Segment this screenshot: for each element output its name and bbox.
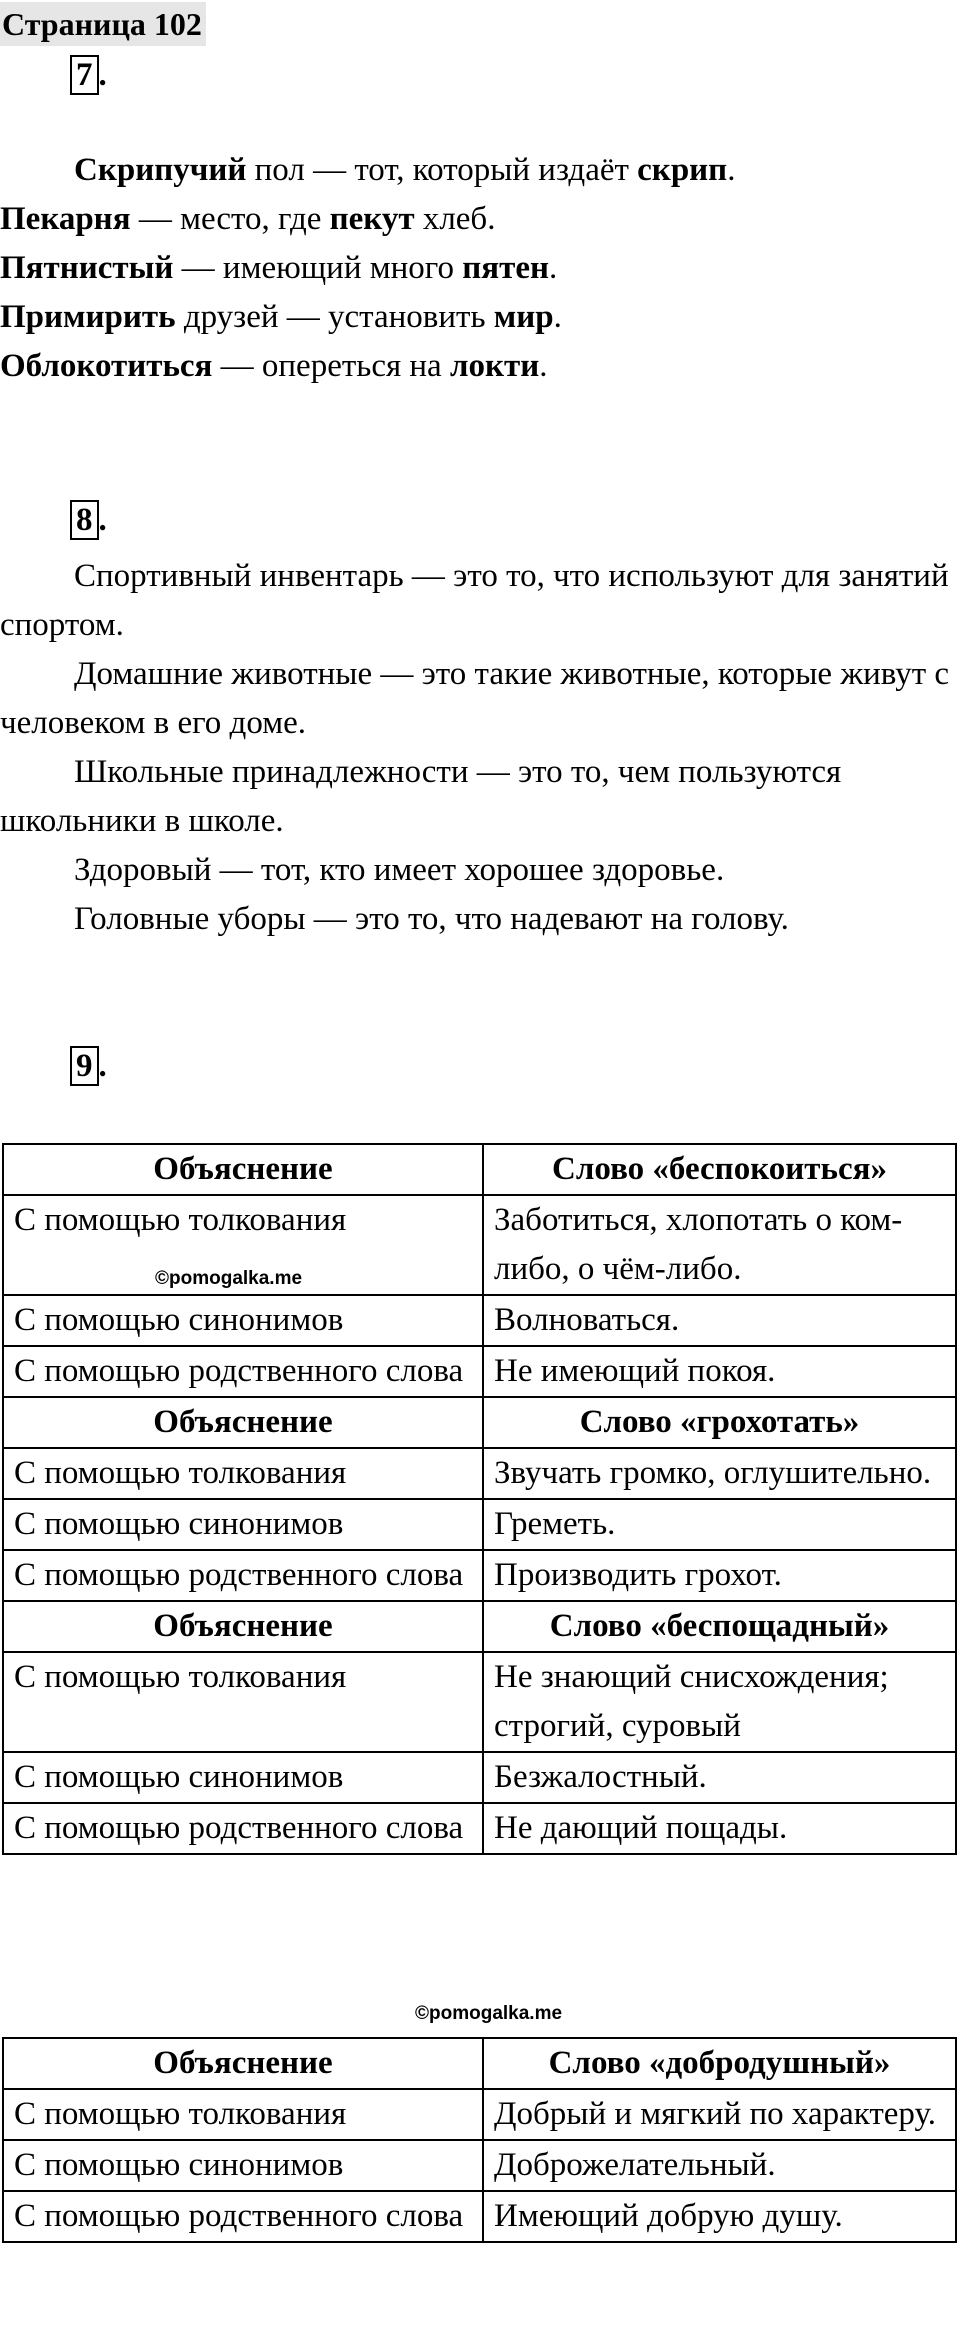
table-row bbox=[3, 2089, 956, 2140]
header-cell-explanation: Объяснение bbox=[3, 1601, 483, 1652]
table-cell: С помощью родственного слова bbox=[3, 2191, 483, 2242]
header-cell-explanation: Объяснение bbox=[3, 2038, 483, 2089]
table-row bbox=[3, 1295, 956, 1346]
table-row bbox=[3, 1448, 956, 1499]
exercise-8-number: 8 . bbox=[70, 500, 107, 540]
table-cell: С помощью родственного слова bbox=[3, 1803, 483, 1854]
exercise-8-paragraph: Спортивный инвентарь — это то, что используют для занятий спортом. bbox=[0, 558, 949, 643]
table-cell: Производить грохот. bbox=[483, 1550, 956, 1601]
table-row bbox=[3, 1803, 956, 1854]
table-cell: Заботиться, хлопотать о ком-либо, о чём-либо. bbox=[483, 1195, 956, 1295]
exercise-8-text bbox=[0, 552, 955, 944]
header-cell-explanation: Объяснение bbox=[3, 1144, 483, 1195]
exercise-8-paragraph: Здоровый — тот, кто имеет хорошее здоровье. bbox=[74, 852, 725, 888]
table-cell: Волноваться. bbox=[483, 1295, 956, 1346]
table-row bbox=[3, 1499, 956, 1550]
header-cell-word: Слово «беспощадный» bbox=[483, 1601, 956, 1652]
table-cell: С помощью синонимов bbox=[3, 2140, 483, 2191]
table-cell: Безжалостный. bbox=[483, 1752, 956, 1803]
exercise-8-paragraph: Головные уборы — это то, что надевают на голову. bbox=[74, 901, 789, 937]
table-row bbox=[3, 1346, 956, 1397]
exercise-7-line: Облокотиться — опереться на локти. bbox=[0, 348, 548, 384]
table-row bbox=[3, 1550, 956, 1601]
exercise-8-paragraph: Школьные принадлежности — это то, чем пользуются школьники в школе. bbox=[0, 754, 842, 839]
watermark: ©pomogalka.me bbox=[155, 1268, 303, 1289]
table-cell: Не дающий пощады. bbox=[483, 1803, 956, 1854]
header-cell-word: Слово «добродушный» bbox=[483, 2038, 956, 2089]
table-row bbox=[3, 1752, 956, 1803]
table-row bbox=[3, 1652, 956, 1752]
table-row bbox=[3, 2140, 956, 2191]
page-number-label: Страница 102 bbox=[0, 2, 206, 46]
table-cell: С помощью синонимов bbox=[3, 1295, 483, 1346]
table-header-row bbox=[3, 2038, 956, 2089]
exercise-7-line: Пятнистый — имеющий много пятен. bbox=[0, 250, 558, 286]
exercise-7-number: 7 . bbox=[70, 55, 107, 95]
header-cell-word: Слово «беспокоиться» bbox=[483, 1144, 956, 1195]
table-cell: Звучать громко, оглушительно. bbox=[483, 1448, 956, 1499]
table-header-row bbox=[3, 1144, 956, 1195]
table-row bbox=[3, 1195, 956, 1295]
exercise-7-line: Скрипучий пол — тот, который издаёт скрип. bbox=[74, 152, 736, 188]
exercise-9-number: 9 . bbox=[70, 1046, 107, 1086]
table-cell: С помощью толкования bbox=[3, 1448, 483, 1499]
table-cell: С помощью толкования bbox=[3, 1195, 483, 1295]
table-cell: С помощью синонимов bbox=[3, 1752, 483, 1803]
table-cell: Не имеющий покоя. bbox=[483, 1346, 956, 1397]
table-cell: Имеющий добрую душу. bbox=[483, 2191, 956, 2242]
table-cell: С помощью толкования bbox=[3, 1652, 483, 1752]
table-cell: С помощью родственного слова bbox=[3, 1550, 483, 1601]
table-header-row bbox=[3, 1397, 956, 1448]
exercise-7-text bbox=[0, 146, 955, 391]
table-cell: С помощью толкования bbox=[3, 2089, 483, 2140]
table-cell: С помощью родственного слова bbox=[3, 1346, 483, 1397]
exercise-7-line: Пекарня — место, где пекут хлеб. bbox=[0, 201, 496, 237]
exercise-7-line: Примирить друзей — установить мир. bbox=[0, 299, 562, 335]
table-cell: Добрый и мягкий по характеру. bbox=[483, 2089, 956, 2140]
header-cell-explanation: Объяснение bbox=[3, 1397, 483, 1448]
watermark: ©pomogalka.me bbox=[415, 2003, 563, 2024]
table-beспокоиться bbox=[2, 1143, 957, 1855]
table-row bbox=[3, 2191, 956, 2242]
table-cell: Не знающий снисхождения; строгий, суровый bbox=[483, 1652, 956, 1752]
table-cell: Греметь. bbox=[483, 1499, 956, 1550]
header-cell-word: Слово «грохотать» bbox=[483, 1397, 956, 1448]
table-header-row bbox=[3, 1601, 956, 1652]
table-dobrodushny bbox=[2, 2037, 957, 2243]
table-cell: С помощью синонимов bbox=[3, 1499, 483, 1550]
table-cell: Доброжелательный. bbox=[483, 2140, 956, 2191]
exercise-8-paragraph: Домашние животные — это такие животные, которые живут с человеком в его доме. bbox=[0, 656, 950, 741]
